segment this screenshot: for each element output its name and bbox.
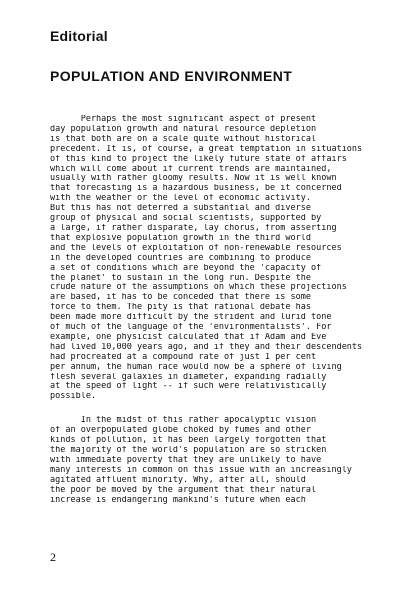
text-line: been made more difficult by the strident and lurid tone bbox=[50, 313, 332, 323]
text-line: of this kind to project the likely future state of affairs bbox=[50, 154, 347, 164]
text-line: many interests in common on this issue with an increasingly bbox=[50, 465, 352, 475]
paragraph-1 bbox=[50, 115, 390, 402]
text-line: a large, if rather disparate, lay chorus, from asserting bbox=[50, 223, 337, 233]
section-label: Editorial bbox=[50, 28, 108, 44]
text-line: in the developed countries are combining to produce bbox=[50, 253, 311, 263]
text-line: are based, it has to be conceded that there is some bbox=[50, 293, 311, 303]
text-line: the poor be moved by the argument that their natural bbox=[50, 485, 317, 495]
text-line: usually with rather gloomy results. Now it is well known bbox=[50, 174, 337, 184]
text-line: per annum, the human race would now be a sphere of living bbox=[50, 362, 342, 372]
paragraph-2 bbox=[50, 416, 390, 505]
text-line: that explosive population growth in the third world bbox=[50, 233, 311, 243]
text-line: the planet' to sustain in the long run. Despite the bbox=[50, 273, 311, 283]
text-line: the majority of the world's population are so stricken bbox=[50, 446, 327, 455]
article-body bbox=[50, 115, 390, 505]
text-line: group of physical and social scientists, supported by bbox=[50, 214, 322, 224]
text-line: had lived 10,000 years ago, and if they and their descendents bbox=[50, 342, 363, 352]
text-line: at the speed of light -- if such were relativistically bbox=[50, 382, 327, 392]
text-line: Perhaps the most significant aspect of present bbox=[50, 115, 317, 124]
text-line: example, one physicist calculated that if Adam and Eve bbox=[50, 332, 327, 342]
text-line: a set of conditions which are beyond the 'capacity of bbox=[50, 263, 322, 273]
article-title: POPULATION AND ENVIRONMENT bbox=[50, 68, 293, 84]
text-line: flesh several galaxies in diameter, expanding radially bbox=[50, 372, 327, 382]
text-line: and the levels of exploitation of non-renewable resources bbox=[50, 243, 342, 253]
text-line: is that both are on a scale quite without historical bbox=[50, 134, 317, 144]
text-line: of much of the language of the 'environmentalists'. For bbox=[50, 323, 332, 333]
text-line: crude nature of the assumptions on which these projections bbox=[50, 283, 347, 293]
text-line: with immediate poverty that they are unlikely to have bbox=[50, 455, 322, 465]
text-line: precedent. It is, of course, a great temptation in situations bbox=[50, 144, 363, 154]
text-line: had procreated at a compound rate of just 1 per cent bbox=[50, 352, 317, 362]
text-line: But this has not deterred a substantial and diverse bbox=[50, 204, 311, 214]
text-line: that forecasting is a hazardous business, be it concerned bbox=[50, 184, 342, 194]
text-line: kinds of pollution, it has been largely forgotten that bbox=[50, 436, 327, 446]
text-line: In the midst of this rather apocalyptic vision bbox=[50, 416, 317, 426]
text-line: of an overpopulated globe choked by fumes and other bbox=[50, 426, 311, 436]
text-line: with the weather or the level of economic activity. bbox=[50, 194, 311, 204]
text-line: agitated affluent minority. Why, after all, should bbox=[50, 475, 306, 485]
text-line: possible. bbox=[50, 392, 97, 402]
text-line: force to them. The pity is that rational debate has bbox=[50, 303, 311, 313]
page-number: 2 bbox=[50, 550, 56, 564]
text-line: day population growth and natural resource depletion bbox=[50, 124, 317, 134]
text-line: increase is endangering mankind's future when each bbox=[50, 495, 306, 505]
text-line: which will come about if current trends are maintained, bbox=[50, 164, 332, 174]
